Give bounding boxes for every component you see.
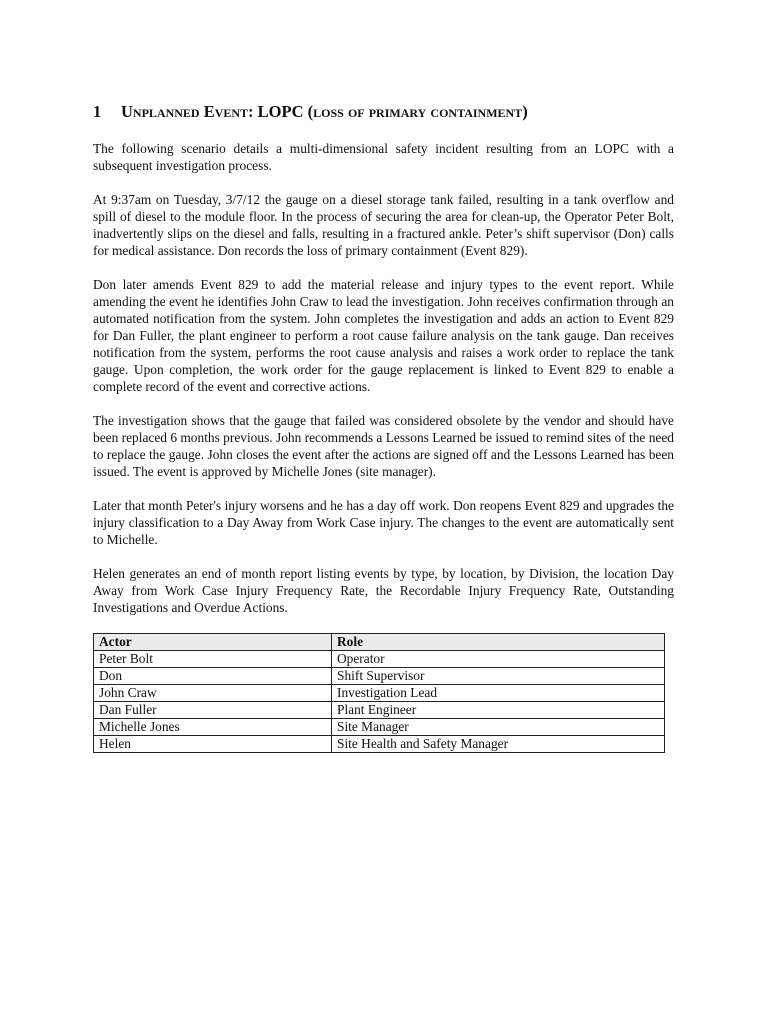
table-cell-role: Operator [332,651,665,668]
table-row [94,651,665,668]
section-heading [93,100,674,124]
section-number: 1 [93,102,102,121]
table-cell-actor: Peter Bolt [94,651,332,668]
table-header-row [94,634,665,651]
table-header-actor: Actor [94,634,332,651]
actor-role-table [93,633,665,753]
table-row [94,736,665,753]
table-cell-role: Shift Supervisor [332,668,665,685]
document-content [93,100,674,753]
paragraph-report: Helen generates an end of month report listing events by type, by location, by Division, the location Day Away from Work Case Injury Frequency Rate, the Recordable Injury Frequency Rate, Outstanding Investigations and Overdue Actions. [93,566,674,615]
table-cell-actor: Helen [94,736,332,753]
paragraph-incident: At 9:37am on Tuesday, 3/7/12 the gauge on a diesel storage tank failed, resulting in a tank overflow and spill of diesel to the module floor. In the process of securing the area for clean-up, the Operator Peter Bolt, inadvertently slips on the diesel and falls, resulting in a fractured ankle. Peter’s shift supervisor (Don) calls for medical assistance. Don records the loss of primary containment (Event 829). [93,192,674,258]
table-cell-actor: John Craw [94,685,332,702]
table-cell-actor: Don [94,668,332,685]
table-row [94,719,665,736]
table-cell-actor: Dan Fuller [94,702,332,719]
table-cell-role: Site Manager [332,719,665,736]
paragraph-investigation: Don later amends Event 829 to add the material release and injury types to the event report. While amending the event he identifies John Craw to lead the investigation. John receives confirmation through an automated notification from the system. John completes the investigation and adds an action to Event 829 for Dan Fuller, the plant engineer to perform a root cause failure analysis on the tank gauge. Dan receives notification from the system, performs the root cause analysis and raises a work order to replace the tank gauge. Upon completion, the work order for the gauge replacement is linked to Event 829 to enable a complete record of the event and corrective actions. [93,277,674,394]
paragraph-intro: The following scenario details a multi-dimensional safety incident resulting from an LOPC with a subsequent investigation process. [93,141,674,173]
paragraph-reopen: Later that month Peter's injury worsens and he has a day off work. Don reopens Event 829 and upgrades the injury classification to a Day Away from Work Case injury. The changes to the event are automatically sent to Michelle. [93,498,674,547]
table-cell-role: Site Health and Safety Manager [332,736,665,753]
table-cell-actor: Michelle Jones [94,719,332,736]
table-row [94,702,665,719]
table-header-role: Role [332,634,665,651]
section-title: Unplanned Event: LOPC (loss of primary containment) [121,102,528,121]
table-cell-role: Investigation Lead [332,685,665,702]
table-cell-role: Plant Engineer [332,702,665,719]
table-row [94,685,665,702]
table-row [94,668,665,685]
paragraph-findings: The investigation shows that the gauge that failed was considered obsolete by the vendor and should have been replaced 6 months previous. John recommends a Lessons Learned be issued to remind sites of the need to replace the gauge. John closes the event after the actions are signed off and the Lessons Learned has been issued. The event is approved by Michelle Jones (site manager). [93,413,674,479]
